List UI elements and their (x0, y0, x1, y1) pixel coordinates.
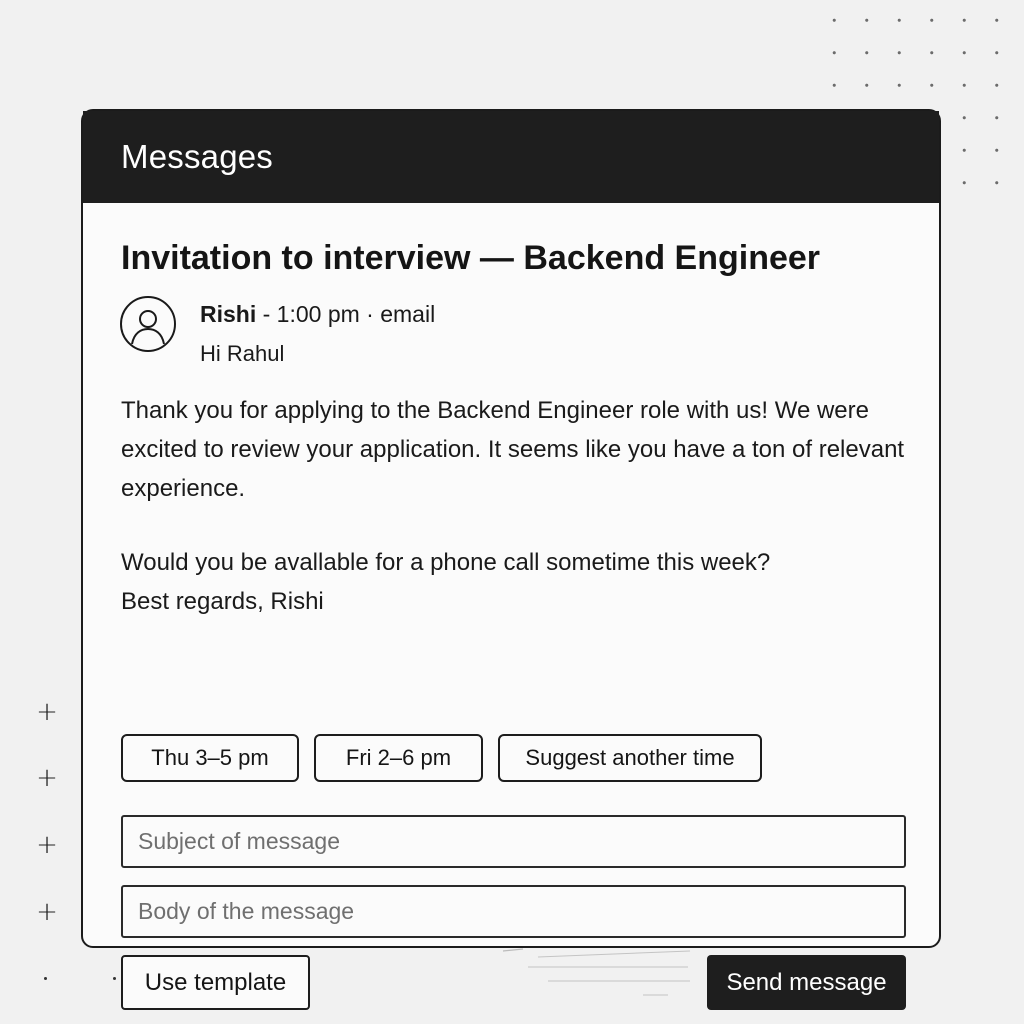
decorative-motion-lines (498, 943, 698, 1003)
quick-reply-thu-button[interactable]: Thu 3–5 pm (121, 734, 299, 782)
plus-icon: + (36, 830, 58, 860)
message-subject: Invitation to interview — Backend Engineer (121, 239, 821, 277)
sender-line (200, 301, 435, 328)
plus-icon: + (36, 763, 58, 793)
quick-reply-fri-button[interactable]: Fri 2–6 pm (314, 734, 483, 782)
plus-icon: + (36, 697, 58, 727)
use-template-button[interactable]: Use template (121, 955, 310, 1010)
suggest-another-time-button[interactable]: Suggest another time (498, 734, 762, 782)
body-input[interactable] (121, 885, 906, 938)
message-greeting: Hi Rahul (200, 341, 285, 366)
subject-input[interactable] (121, 815, 906, 868)
decorative-dot (44, 977, 47, 980)
quick-reply-options (121, 734, 762, 782)
plus-icon: + (36, 897, 58, 927)
decorative-dot (113, 977, 116, 980)
window-title: Messages (121, 138, 274, 175)
message-paragraph: Thank you for applying to the Backend Engineer role with us! We were excited to review your application. It seems like you have a ton of relevant experience. (121, 397, 905, 502)
messages-window (81, 109, 941, 996)
sender-meta: - 1:00 pm · email (256, 301, 436, 327)
message-body (121, 391, 911, 621)
user-avatar-icon (120, 296, 176, 352)
sender-name: Rishi (200, 301, 257, 327)
message-signoff: Best regards, Rishi (121, 588, 324, 615)
window-titlebar (83, 111, 939, 203)
send-message-button[interactable]: Send message (707, 955, 906, 1010)
message-paragraph: Would you be avallable for a phone call sometime this week? (121, 549, 771, 576)
